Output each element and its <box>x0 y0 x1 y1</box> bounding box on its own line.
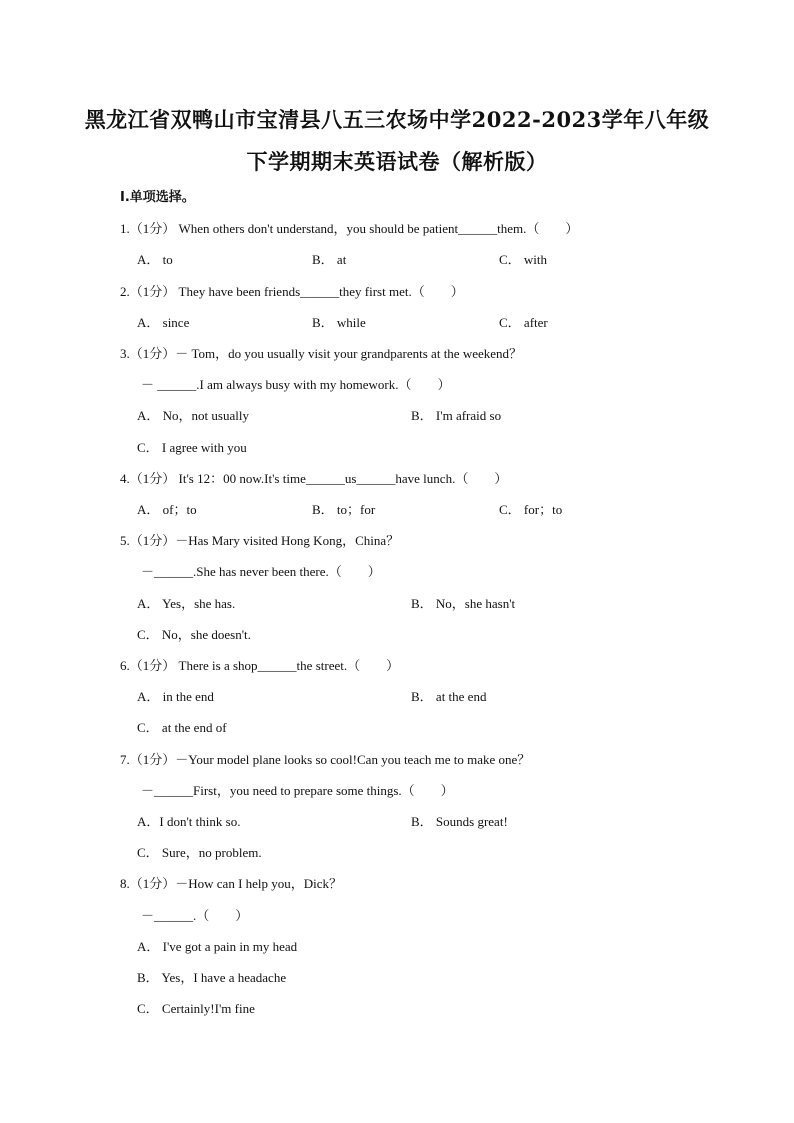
question-7-option-b[interactable]: B． Sounds great! <box>411 814 508 829</box>
question-5-option-a[interactable]: A． Yes，she has. <box>137 596 236 611</box>
question-7-stem-reply: －______First，you need to prepare some things.（ ） <box>141 783 454 798</box>
question-7-option-c[interactable]: C． Sure，no problem. <box>137 845 262 860</box>
question-8-option-b[interactable]: B． Yes，I have a headache <box>137 970 287 985</box>
question-5-stem-reply: －______.She has never been there.（ ） <box>141 564 381 579</box>
question-8-stem-reply: －______.（ ） <box>141 908 249 923</box>
question-4-stem: 4.（1分） It's 12：00 now.It's time______us______have lunch.（ ） <box>120 471 508 486</box>
question-2-stem: 2.（1分） They have been friends______they first met.（ ） <box>120 284 464 299</box>
question-2-option-a[interactable]: A． since <box>137 315 190 330</box>
question-3-option-b[interactable]: B． I'm afraid so <box>411 408 502 423</box>
question-6-stem: 6.（1分） There is a shop______the street.（ ） <box>120 658 400 673</box>
question-1-option-b[interactable]: B． at <box>312 252 347 267</box>
question-6-option-a[interactable]: A． in the end <box>137 689 214 704</box>
question-4-option-b[interactable]: B． to；for <box>312 502 376 517</box>
question-5-option-b[interactable]: B． No，she hasn't <box>411 596 516 611</box>
question-1-option-a[interactable]: A． to <box>137 252 173 267</box>
question-1-option-c[interactable]: C． with <box>499 252 548 267</box>
question-7-stem: 7.（1分）－Your model plane looks so cool!Can you teach me to make one？ <box>120 752 531 767</box>
question-7-option-a[interactable]: A．I don't think so. <box>137 814 241 829</box>
question-3-stem-reply: － ______.I am always busy with my homework.（ ） <box>141 377 451 392</box>
question-4-option-c[interactable]: C． for；to <box>499 502 563 517</box>
question-3-stem: 3.（1分）－ Tom，do you usually visit your grandparents at the weekend？ <box>120 346 523 361</box>
question-2-option-c[interactable]: C． after <box>499 315 548 330</box>
question-5-stem: 5.（1分）－Has Mary visited Hong Kong，China？ <box>120 533 400 548</box>
question-5-option-c[interactable]: C． No，she doesn't. <box>137 627 251 642</box>
question-4-option-a[interactable]: A． of；to <box>137 502 197 517</box>
title-line-2: 下学期期末英语试卷（解析版） <box>246 149 548 174</box>
section-heading: Ⅰ.单项选择。 <box>120 190 195 205</box>
question-2-option-b[interactable]: B． while <box>312 315 366 330</box>
question-6-option-b[interactable]: B． at the end <box>411 689 487 704</box>
question-3-option-c[interactable]: C． I agree with you <box>137 440 247 455</box>
question-8-option-a[interactable]: A． I've got a pain in my head <box>137 939 298 954</box>
question-6-option-c[interactable]: C． at the end of <box>137 720 227 735</box>
question-8-stem: 8.（1分）－How can I help you，Dick？ <box>120 876 343 891</box>
question-1-stem: 1.（1分） When others don't understand，you should be patient______them.（ ） <box>120 221 579 236</box>
question-3-option-a[interactable]: A． No，not usually <box>137 408 249 423</box>
title-line-1: 黑龙江省双鸭山市宝清县八五三农场中学2022-2023学年八年级 <box>84 107 710 132</box>
question-8-option-c[interactable]: C． Certainly!I'm fine <box>137 1001 255 1016</box>
